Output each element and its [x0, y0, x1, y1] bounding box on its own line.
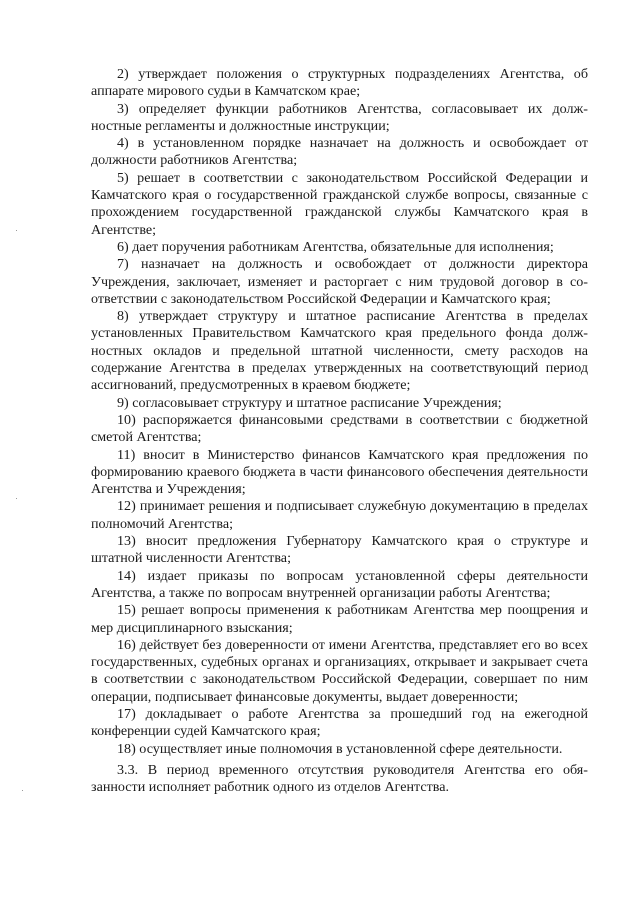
list-item: 10) распоряжается финансовыми средствами в соответствии с бюджетной сметой Агентства; [91, 411, 588, 446]
section-paragraph: 3.3. В период временного отсутствия руководителя Агентства его обязанности исполняет работник одного из отделов Агентства. [91, 761, 588, 796]
list-item: 15) решает вопросы применения к работникам Агентства мер поощрения и мер дисциплинарного взыскания; [91, 602, 588, 636]
list-item: 11) вносит в Министерство финансов Камчатского края предложения по формированию краевого бюджета в части финансового обеспечения деятельности Агентства и Учреждения; [91, 446, 588, 498]
list-item: 13) вносит предложения Губернатору Камчатского края о структуре и штатной численности Агентства; [91, 533, 588, 567]
list-item: 6) дает поручения работникам Агентства, обязательные для исполнения; [117, 238, 554, 255]
list-item: 17) докладывает о работе Агентства за прошедший год на ежегодной конференции судей Камчатского края; [91, 705, 588, 740]
scan-speck [16, 498, 17, 499]
list-item: 9) согласовывает структуру и штатное расписание Учреждения; [117, 394, 502, 411]
list-item: 4) в установленном порядке назначает на должность и освобождает от должности работников Агентства; [91, 135, 588, 169]
list-item: 7) назначает на должность и освобождает от должности директора Учреждения, заключает, изменяет и расторгает с ним трудовой договор в соответствии с законодательством Российской Федерации и Камчатского края; [91, 256, 588, 307]
list-item: 2) утверждает положения о структурных подразделениях Агентства, об аппарате мирового судьи в Камчатском крае; [91, 66, 588, 100]
document-body [91, 66, 588, 796]
list-item: 3) определяет функции работников Агентства, согласовывает их должностные регламенты и должностные инструкции; [91, 100, 588, 134]
scan-speck [16, 230, 17, 231]
list-item: 14) издает приказы по вопросам установленной сферы деятельности Агентства, а также по вопросам внутренней организации работы Агентства; [91, 567, 588, 601]
list-item: 5) решает в соответствии с законодательством Российской Федерации и Камчатского края о государственной гражданской службе вопросы, связанные с прохождением государственной гражданской службы Камчатского края в Агентстве; [91, 169, 588, 238]
list-item: 16) действует без доверенности от имени Агентства, представляет его во всех государственных, судебных органах и организациях, открывает и закрывает счета в соответствии с законодательством Российской Федерации, совершает по ним операции, подписывает финансовые документы, выдает доверенности; [91, 636, 588, 705]
list-item: 12) принимает решения и подписывает служебную документацию в пределах полномочий Агентства; [91, 498, 588, 532]
list-item: 18) осуществляет иные полномочия в установленной сфере деятельности. [117, 740, 563, 757]
scan-speck [22, 790, 23, 791]
list-item: 8) утверждает структуру и штатное расписание Агентства в пределах установленных Правительством Камчатского края предельного фонда должностных окладов и предельной штатной численности, смету расходов на содержание Агентства в пределах утвержденных на соответствующий период ассигнований, предусмотренных в краевом бюджете; [91, 308, 588, 394]
